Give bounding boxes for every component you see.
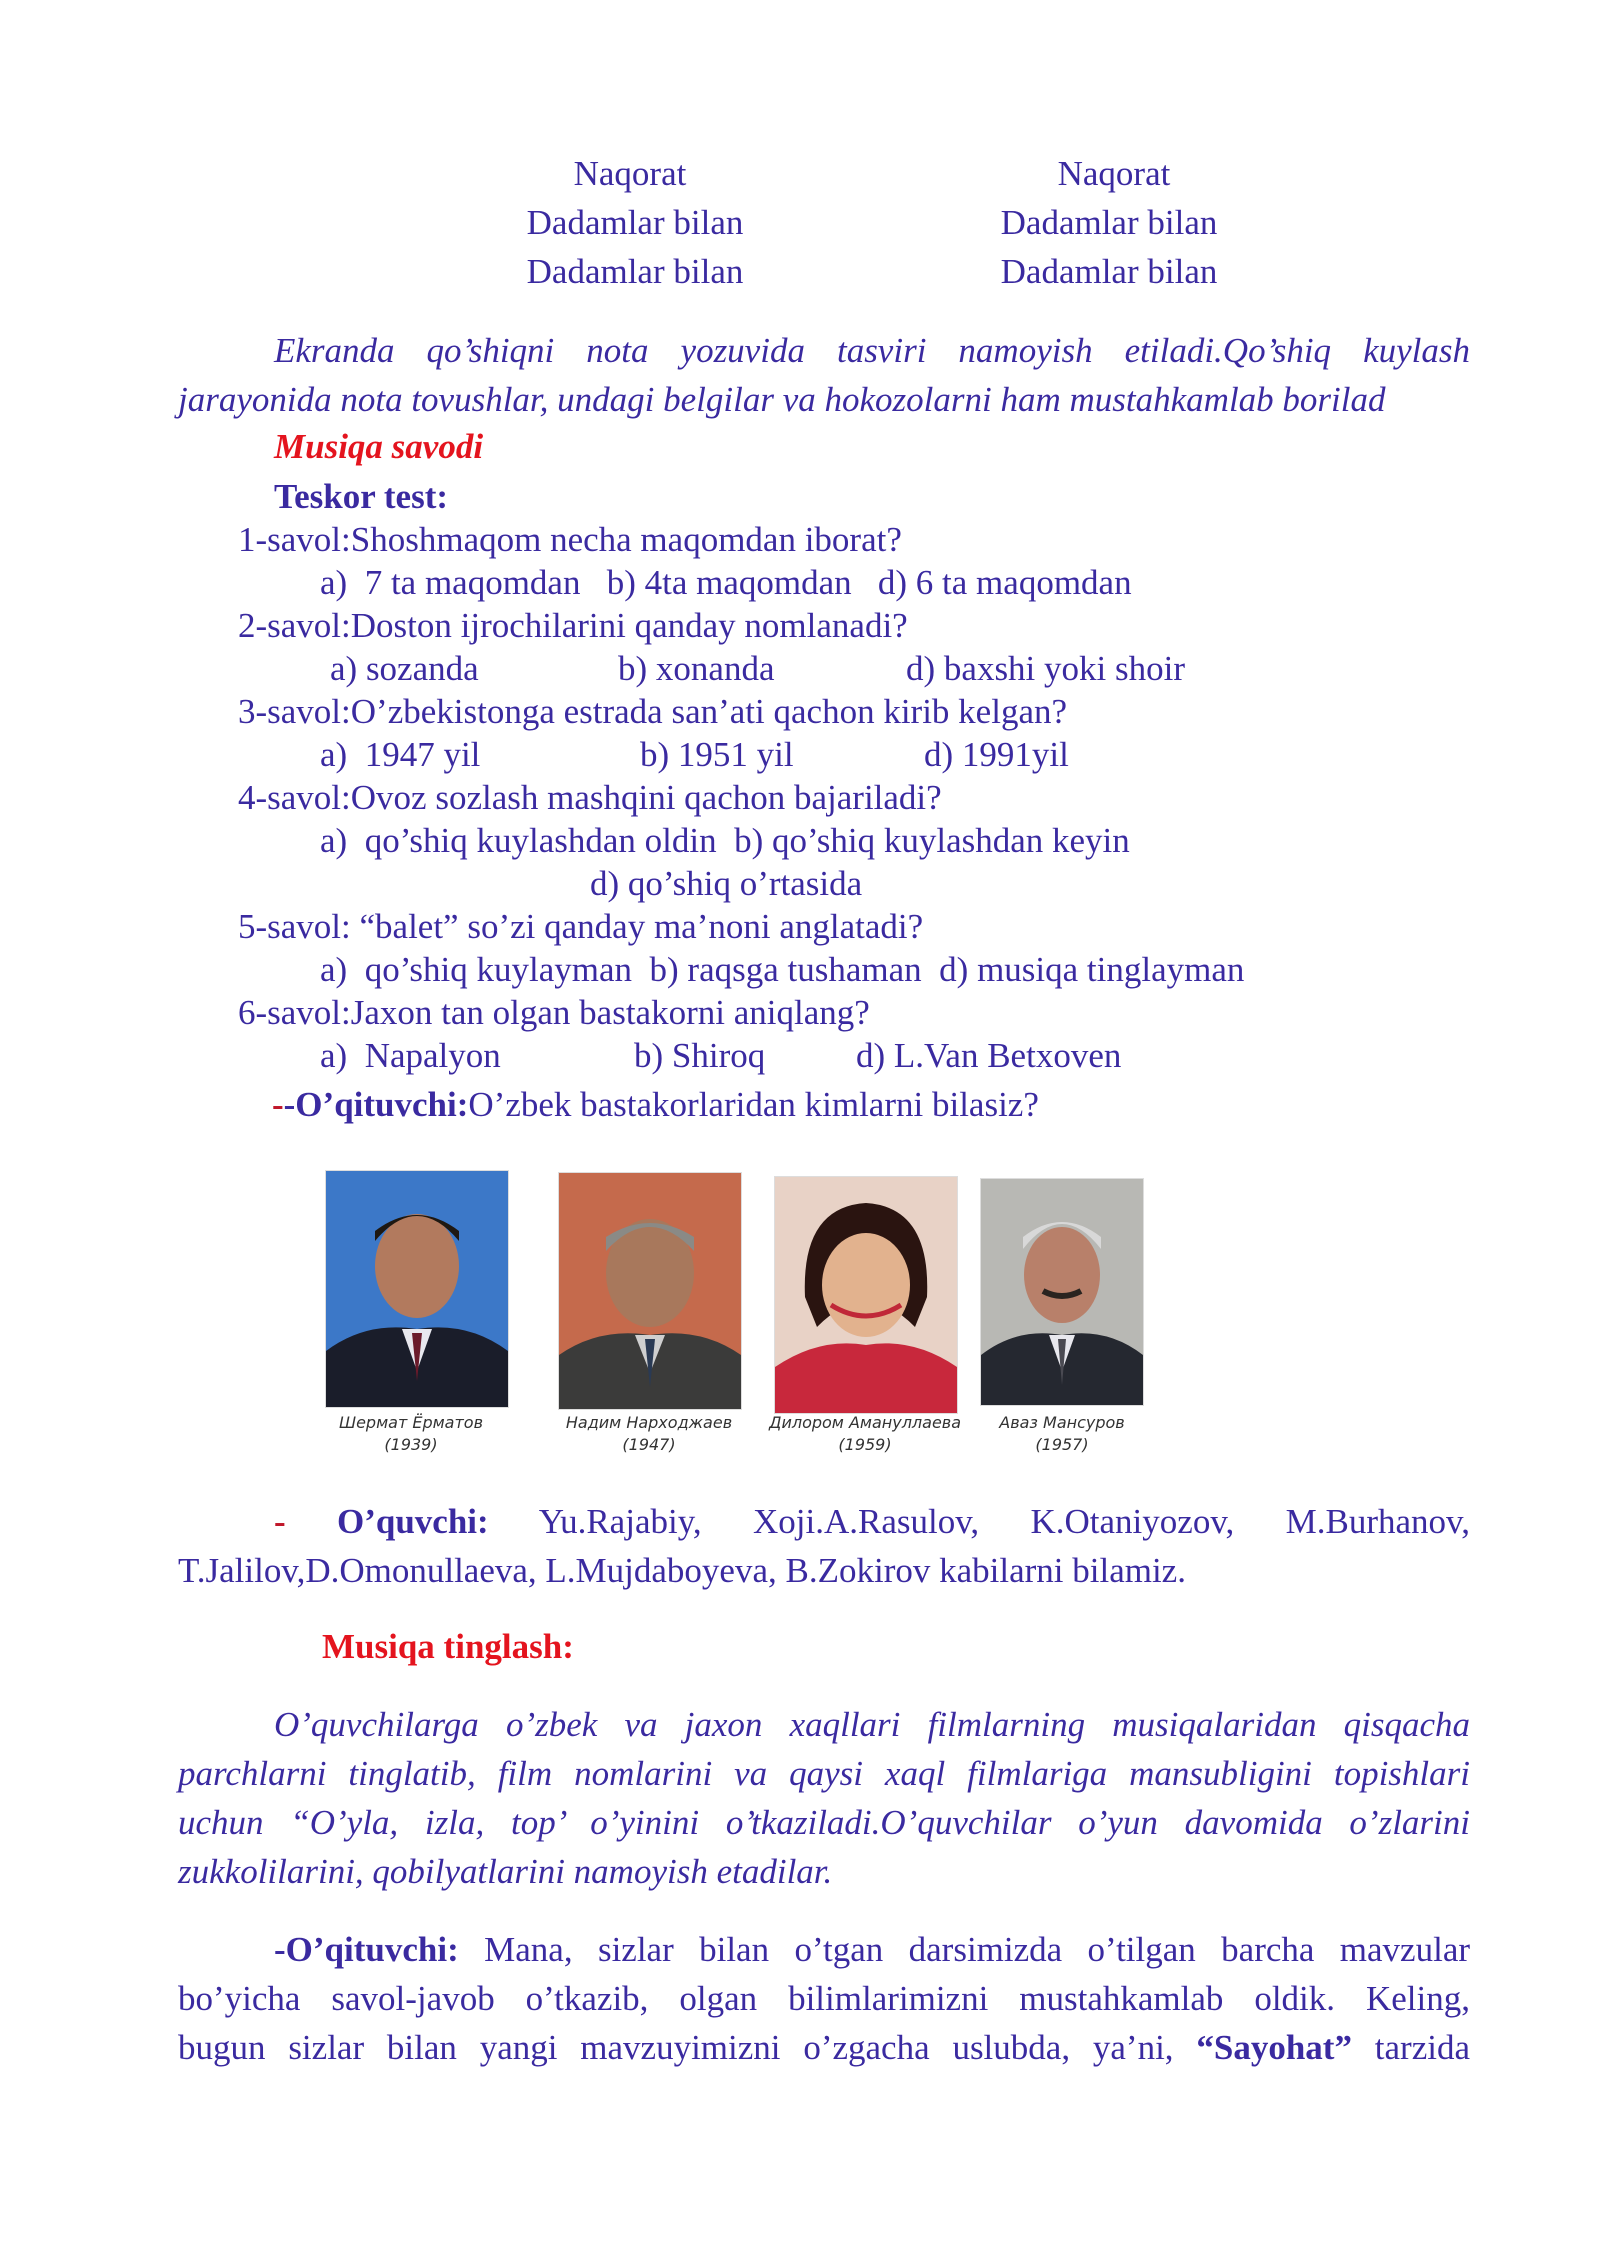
closing-line-3-start: bugun sizlar bilan yangi mavzuyimizni o’zgacha uslubda, ya’ni, [178,2028,1174,2067]
student-answer-text: Yu.Rajabiy, Xoji.A.Rasulov, K.Otaniyozov, M.Burhanov, [538,1502,1470,1541]
student-answer-line-1 [274,1500,1470,1544]
portrait-name: Дилором Амануллаева [768,1413,962,1432]
intro-line-1: Ekranda qo’shiqni nota yozuvida tasviri namoyish etiladi.Qo’shiq kuylash [274,331,1470,370]
portrait-name: Шермат Ёрматов [338,1413,484,1432]
listening-paragraph [178,1700,1470,1896]
quiz-answers: a) 7 ta maqomdan b) 4ta maqomdan d) 6 ta maqomdan [320,563,1132,602]
closing-line-1-text: Mana, sizlar bilan o’tgan darsimizda o’tilgan barcha mavzular [484,1930,1471,1969]
quiz-answer: d) qo’shiq o’rtasida [590,864,863,903]
teacher-question-text: O’zbek bastakorlaridan kimlarni bilasiz? [468,1085,1039,1124]
quiz-answer: a) Napalyon [320,1036,501,1075]
quiz-question: 2-savol:Doston ijrochilarini qanday nomlanadi? [238,606,908,645]
teacher-question [272,1083,1039,1127]
song-left-line: Naqorat [573,154,687,193]
portrait-year: (1939) [384,1435,438,1454]
portrait-photo [774,1176,958,1414]
quiz-answer: a) 1947 yil [320,735,481,774]
quiz-answer: b) xonanda [618,649,775,688]
quiz-question: 3-savol:O’zbekistonga estrada san’ati qachon kirib kelgan? [238,692,1068,731]
song-right-line: Dadamlar bilan [1000,252,1218,291]
song-right-line: Naqorat [1057,154,1171,193]
quiz-answer: d) 1991yil [924,735,1069,774]
portrait-year: (1957) [1035,1435,1089,1454]
portrait-caption [756,1412,974,1456]
quiz-answer: a) sozanda [330,649,479,688]
intro-paragraph [178,326,1470,424]
musiqa-savodi-heading: Musiqa savodi [274,427,484,466]
teskor-test-heading: Teskor test: [274,477,449,516]
closing-speaker: -O’qituvchi: [274,1930,459,1969]
portrait-name: Надим Нарходжаев [565,1413,733,1432]
portrait-year: (1959) [838,1435,892,1454]
portrait-photo [558,1172,742,1410]
listening-line-3: uchun “O’yla, izla, top’ o’yinini o’tkaziladi.O’quvchilar o’yun davomida o’zlarini [178,1803,1470,1842]
quiz-answer: b) Shiroq [634,1036,766,1075]
portrait-caption [311,1412,511,1456]
teacher-label: -O’qituvchi: [283,1085,469,1124]
musiqa-tinglash-heading: Musiqa tinglash: [322,1627,574,1666]
quiz-question: 6-savol:Jaxon tan olgan bastakorni aniqlang? [238,993,870,1032]
student-dash: - [274,1502,286,1541]
quiz-answer: b) 1951 yil [640,735,794,774]
portrait-name: Аваз Мансуров [999,1413,1125,1432]
portrait-caption [962,1412,1162,1456]
song-left-line: Dadamlar bilan [526,203,744,242]
closing-line-3-end: tarzida [1374,2028,1471,2067]
quiz-question: 1-savol:Shoshmaqom necha maqomdan iborat? [238,520,902,559]
student-label: O’quvchi: [336,1502,489,1541]
portrait-year: (1947) [622,1435,676,1454]
song-left-line: Dadamlar bilan [526,252,744,291]
portrait-caption [540,1412,758,1456]
teacher-dash: - [272,1085,284,1124]
quiz-answer: a) qo’shiq kuylashdan oldin b) qo’shiq kuylashdan keyin [320,821,1130,860]
quiz-answer: d) baxshi yoki shoir [906,649,1186,688]
quiz-question: 4-savol:Ovoz sozlash mashqini qachon bajariladi? [238,778,942,817]
listening-line-1: O’quvchilarga o’zbek va jaxon xaqllari filmlarning musiqalaridan qisqacha [274,1705,1470,1744]
sayohat-term: “Sayohat” [1196,2028,1352,2067]
closing-paragraph [178,1925,1470,2072]
quiz-answer: d) L.Van Betxoven [856,1036,1122,1075]
quiz-question: 5-savol: “balet” so’zi qanday ma’noni anglatadi? [238,907,924,946]
intro-line-2: jarayonida nota tovushlar, undagi belgilar va hokozolarni ham mustahkamlab borilad [178,380,1386,419]
listening-line-4: zukkolilarini, qobilyatlarini namoyish etadilar. [178,1852,833,1891]
closing-line-1 [178,1925,1470,1974]
closing-line-2: bo’yicha savol-javob o’tkazib, olgan bilimlarimizni mustahkamlab oldik. Keling, [178,1979,1470,2018]
listening-line-2: parchlarni tinglatib, film nomlarini va qaysi xaql filmlariga mansubligini topishlari [178,1754,1470,1793]
student-answer-line-2: T.Jalilov,D.Omonullaeva, L.Mujdaboyeva, B.Zokirov kabilarni bilamiz. [178,1551,1186,1590]
portrait-photo [325,1170,509,1408]
closing-line-3 [178,2023,1470,2072]
song-right-line: Dadamlar bilan [1000,203,1218,242]
portrait-photo [980,1178,1144,1406]
quiz-answer: a) qo’shiq kuylayman b) raqsga tushaman d) musiqa tinglayman [320,950,1245,989]
